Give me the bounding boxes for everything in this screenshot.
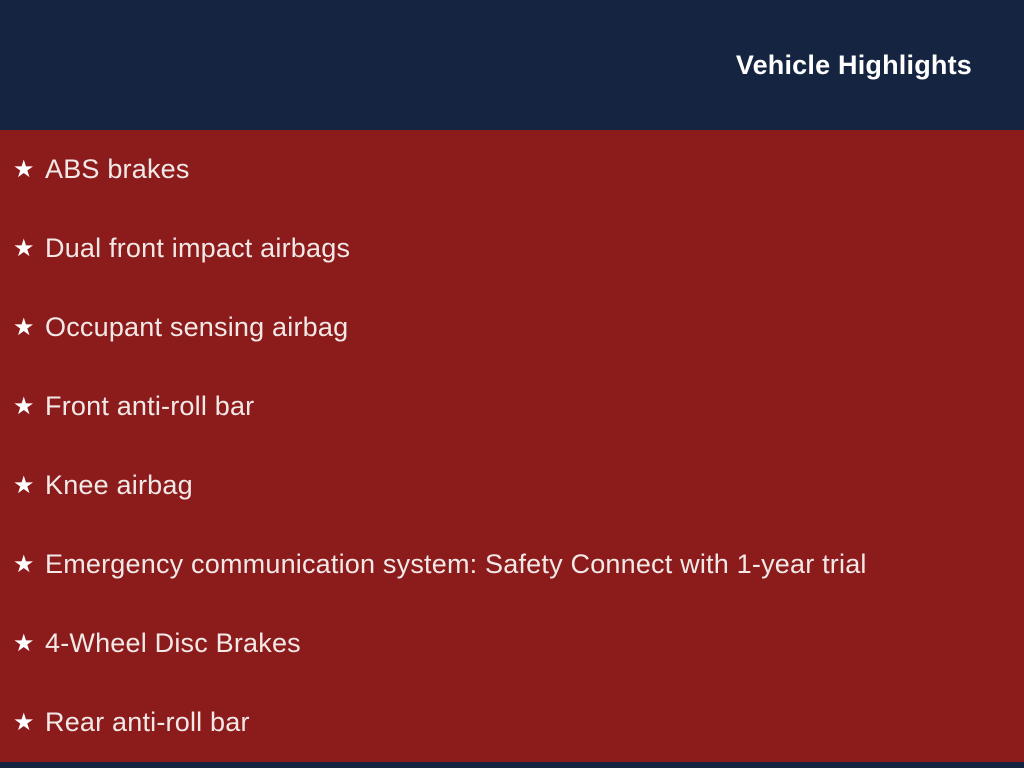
list-item-label: Front anti-roll bar [45,391,255,421]
star-bullet-icon: ★ [13,392,35,420]
list-item [0,209,1024,288]
footer-bar [0,762,1024,768]
star-bullet-icon: ★ [13,629,35,657]
star-bullet-icon: ★ [13,471,35,499]
star-bullet-icon: ★ [13,313,35,341]
list-item-label: Emergency communication system: Safety Connect with 1-year trial [45,549,867,579]
list-item [0,367,1024,446]
star-bullet-icon: ★ [13,155,35,183]
list-item-label: Occupant sensing airbag [45,312,349,342]
star-bullet-icon: ★ [13,708,35,736]
page-title: Vehicle Highlights [735,49,972,80]
slide-header [0,0,1024,130]
list-item-label: 4-Wheel Disc Brakes [45,628,301,658]
list-item-label: ABS brakes [45,154,190,184]
list-item-label: Dual front impact airbags [45,233,351,263]
feature-list [0,130,1024,762]
list-item-label: Knee airbag [45,470,193,500]
list-item [0,446,1024,525]
list-item [0,604,1024,683]
list-item [0,130,1024,209]
list-item [0,525,1024,604]
list-item-label: Rear anti-roll bar [45,707,250,737]
list-item [0,288,1024,367]
star-bullet-icon: ★ [13,234,35,262]
star-bullet-icon: ★ [13,550,35,578]
list-item [0,683,1024,762]
